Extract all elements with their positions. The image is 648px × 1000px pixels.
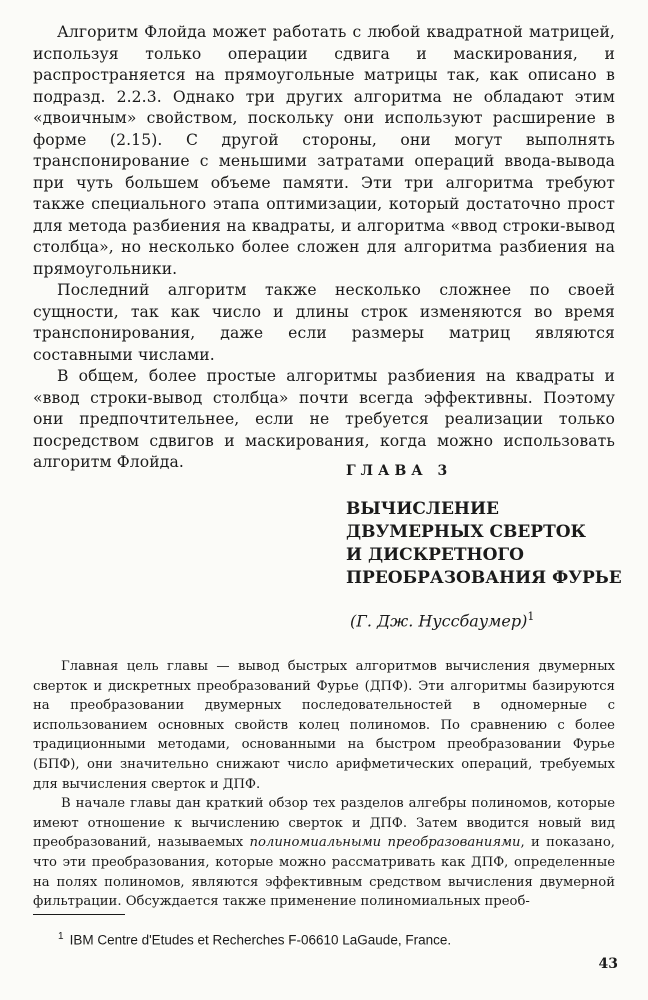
paragraph-last-algorithm: Последний алгоритм также несколько сложнее по своей сущности, так как число и длины строк изменяются во время транспонирования, даже если размеры матриц являются составными числами. <box>33 281 615 364</box>
footnote-reference: 1 <box>527 610 535 623</box>
page-number: 43 <box>598 956 618 972</box>
footnote <box>58 931 451 948</box>
chapter-abstract <box>33 657 615 912</box>
chapter-title-line: ДВУМЕРНЫХ СВЕРТОК <box>346 522 587 542</box>
chapter-author <box>350 610 534 630</box>
chapter-title-line: ПРЕОБРАЗОВАНИЯ ФУРЬЕ <box>346 568 622 588</box>
paragraph-conclusion: В общем, более простые алгоритмы разбиения на квадраты и «ввод строки-вывод столбца» почти всегда эффективны. Поэтому они предпочтительнее, если не требуется реализации только посредством сдвигов и маскирования, когда можно использовать алгоритм Флойда. <box>33 367 615 471</box>
chapter-title <box>346 498 622 590</box>
footnote-text: IBM Centre d'Etudes et Recherches F-06610 LaGaude, France. <box>69 932 452 948</box>
abstract-paragraph-2 <box>33 794 615 912</box>
abstract-text: , и показано, что эти преобразования, которые можно рассматривать как ДПФ, определенные на полях полиномов, являются эффективным средством вычисления двумерной фильтрации. Обсуждается также применение полиномиальных преоб- <box>33 835 615 910</box>
footnote-divider <box>33 914 125 915</box>
abstract-text: В начале главы дан краткий обзор тех разделов алгебры полиномов, которые имеют отношение к вычислению сверток и ДПФ. Затем вводится новый вид преобразований, называемых <box>33 796 615 851</box>
abstract-emphasis: полиномиальными преобразованиями <box>249 835 521 851</box>
paragraph-floyd: Алгоритм Флойда может работать с любой квадратной матрицей, используя только операции сдвига и маскирования, и распространяется на прямоугольные матрицы так, как описано в подразд. 2.2.3. Однако три других алгоритма не обладают этим «двоичным» свойством, поскольку они используют расширение в форме (2.15). С другой стороны, они могут выполнять транспонирование с меньшими затратами операций ввода-вывода при чуть большем объеме памяти. Эти три алгоритма требуют также специального этапа оптимизации, который достаточно прост для метода разбиения на квадраты, и алгоритма «ввод строки-вывод столбца», но несколько более сложен для алгоритма разбиения на прямоугольники. <box>33 23 615 278</box>
chapter-label: ГЛАВА 3 <box>346 463 453 479</box>
chapter-title-line: И ДИСКРЕТНОГО <box>346 545 524 565</box>
abstract-paragraph-1: Главная цель главы — вывод быстрых алгоритмов вычисления двумерных сверток и дискретных преобразований Фурье (ДПФ). Эти алгоритмы базируются на преобразовании двумерных последовательностей в одномерные с использованием основных свойств колец полиномов. По сравнению с более традиционными методами, основанными на быстром преобразовании Фурье (БПФ), они значительно снижают число арифметических операций, требуемых для вычисления сверток и ДПФ. <box>33 659 615 792</box>
footnote-mark: 1 <box>58 931 64 942</box>
body-text <box>33 22 615 474</box>
author-name: (Г. Дж. Нуссбаумер) <box>350 611 528 631</box>
chapter-title-line: ВЫЧИСЛЕНИЕ <box>346 499 499 519</box>
